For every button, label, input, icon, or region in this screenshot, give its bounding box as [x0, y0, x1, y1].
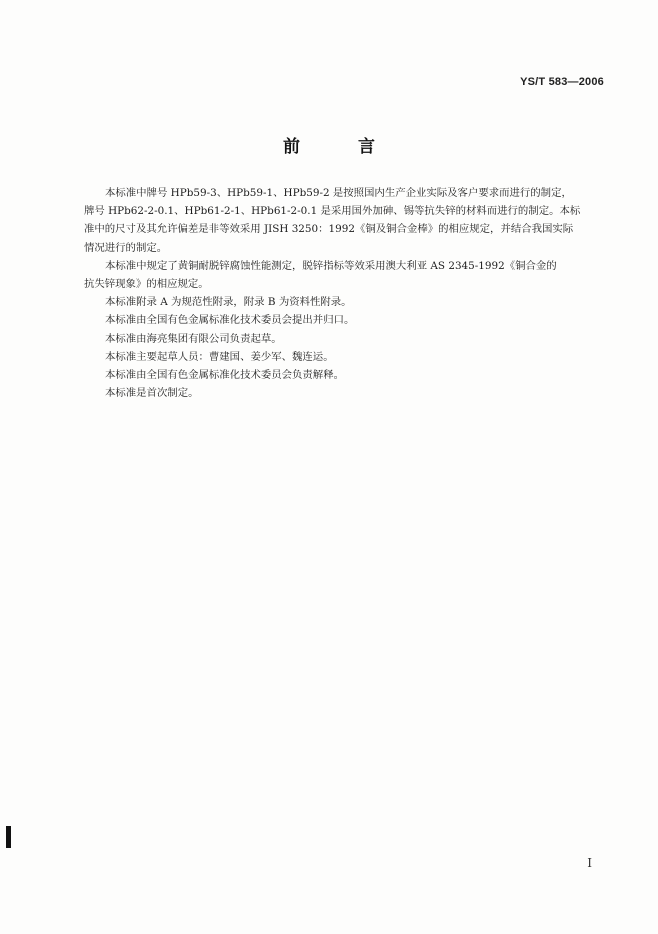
paragraph: 本标准由全国有色金属标准化技术委员会负责解释。 [105, 369, 344, 382]
page-title: 前 言 [283, 137, 401, 157]
paragraph: 本标准主要起草人员：曹建国、姜少军、魏连运。 [105, 350, 334, 363]
paragraph: 本标准中规定了黄铜耐脱锌腐蚀性能测定，脱锌指标等效采用澳大利亚 AS 2345-1992《铜合金的 抗失锌现象》的相应规定。 [84, 259, 557, 291]
foreword-body [84, 184, 602, 402]
paragraph: 本标准由全国有色金属标准化技术委员会提出并归口。 [105, 314, 355, 327]
paragraph: 本标准由海亮集团有限公司负责起草。 [105, 332, 282, 345]
page-number: I [587, 856, 592, 870]
scan-edge-mark [6, 826, 11, 848]
paragraph: 本标准中牌号 HPb59-3、HPb59-1、HPb59-2 是按照国内生产企业实际及客户要求而进行的制定， 牌号 HPb62-2-0.1、HPb61-2-1、HPb61-2-0.1 是采用国外加砷、锡等抗失锌的材料而进行的制定。本标 准中的尺寸及其允许偏差是非等效采用 JISH 3250：1992《铜及铜合金棒》的相应规定，并结合我国实际 情况进行的制定。 [84, 187, 581, 254]
paragraph: 本标准附录 A 为规范性附录，附录 B 为资料性附录。 [105, 296, 352, 309]
paragraph: 本标准是首次制定。 [105, 387, 199, 400]
standard-code: YS/T 583—2006 [520, 76, 604, 88]
